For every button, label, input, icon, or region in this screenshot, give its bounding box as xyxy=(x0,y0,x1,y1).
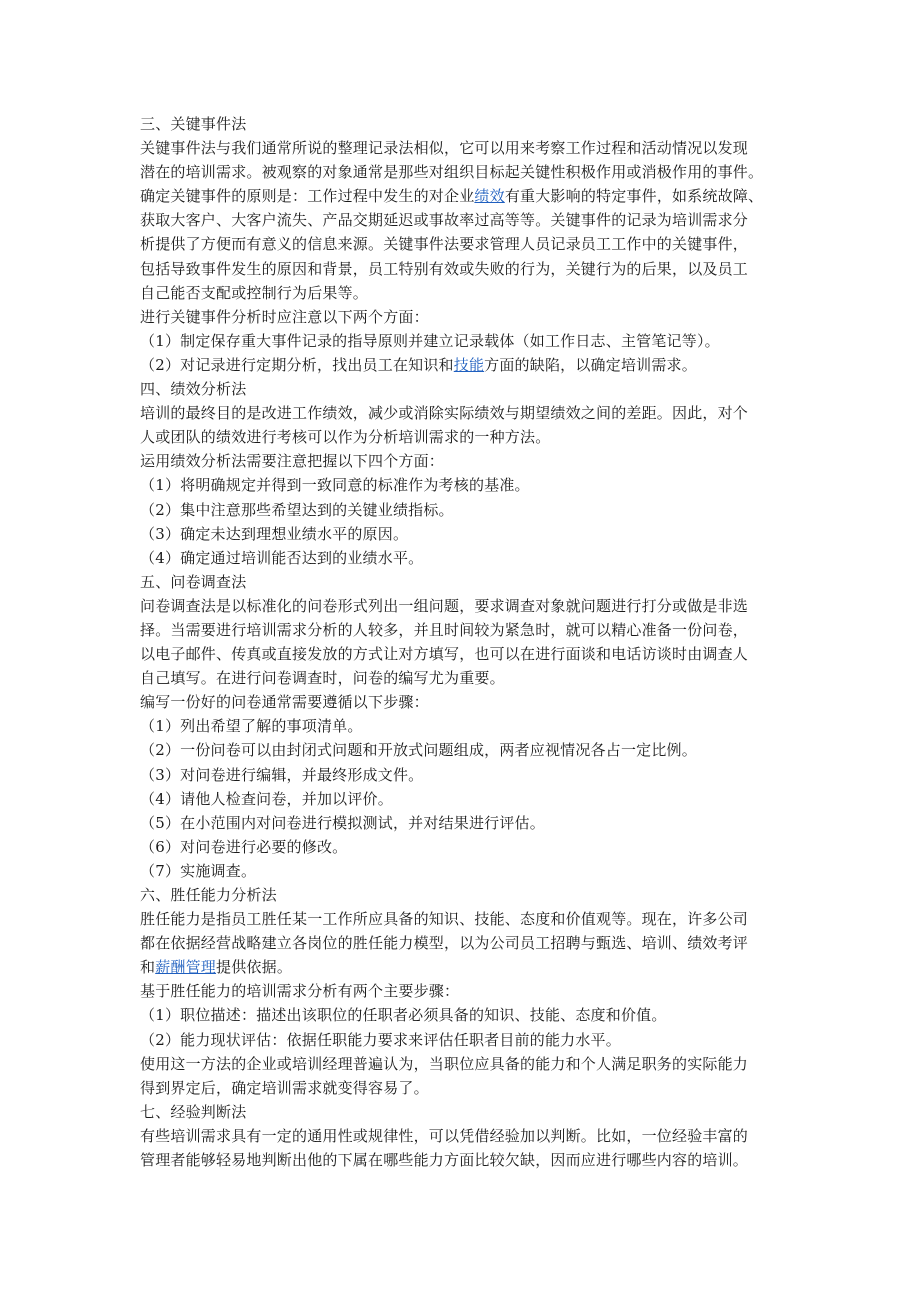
text-segment: 进行关键事件分析时应注意以下两个方面： xyxy=(140,307,429,326)
text-line xyxy=(140,329,790,353)
text-line xyxy=(140,763,790,787)
text-line xyxy=(140,787,790,811)
text-line xyxy=(140,859,790,883)
text-segment: 人或团队的绩效进行考核可以作为分析培训需求的一种方法。 xyxy=(140,428,551,447)
text-line xyxy=(140,1052,790,1076)
text-segment: （4）请他人检查问卷，并加以评价。 xyxy=(140,789,393,808)
text-line xyxy=(140,401,790,425)
text-line xyxy=(140,811,790,835)
text-segment: （5）在小范围内对问卷进行模拟测试，并对结果进行评估。 xyxy=(140,813,545,832)
inline-link[interactable]: 技能 xyxy=(453,355,485,374)
text-line xyxy=(140,449,790,473)
text-line xyxy=(140,618,790,642)
text-segment: （1）制定保存重大事件记录的指导原则并建立记录载体（如工作日志、主管笔记等）。 xyxy=(140,331,720,350)
text-segment: （1）将明确规定并得到一致同意的标准作为考核的基准。 xyxy=(140,476,530,495)
text-segment: 提供依据。 xyxy=(216,958,293,977)
text-line xyxy=(140,1100,790,1124)
text-segment: 编写一份好的问卷通常需要遵循以下步骤： xyxy=(140,693,429,712)
text-segment: 四、绩效分析法 xyxy=(140,380,247,399)
text-segment: 培训的最终目的是改进工作绩效，减少或消除实际绩效与期望绩效之间的差距。因此，对个 xyxy=(140,404,749,423)
text-segment: 和 xyxy=(140,958,156,977)
text-line xyxy=(140,136,790,160)
text-line xyxy=(140,570,790,594)
text-segment: 六、胜任能力分析法 xyxy=(140,886,277,904)
text-line xyxy=(140,522,790,546)
text-line xyxy=(140,546,790,570)
text-segment: 方面的缺陷，以确定培训需求。 xyxy=(484,355,697,374)
text-line xyxy=(140,281,790,305)
text-segment: （2）集中注意那些希望达到的关键业绩指标。 xyxy=(140,500,454,519)
text-segment: 关键事件法与我们通常所说的整理记录法相似，它可以用来考察工作过程和活动情况以发现 xyxy=(140,139,749,158)
text-segment: 择。当需要进行培训需求分析的人较多，并且时间较为紧急时，就可以精心准备一份问卷， xyxy=(140,620,749,639)
text-line xyxy=(140,979,790,1003)
text-segment: 问卷调查法是以标准化的问卷形式列出一组问题，要求调查对象就问题进行打分或做是非选 xyxy=(140,596,749,615)
text-segment: （2）能力现状评估：依据任职能力要求来评估任职者目前的能力水平。 xyxy=(140,1030,621,1049)
text-segment: 管理者能够轻易地判断出他的下属在哪些能力方面比较欠缺，因而应进行哪些内容的培训。 xyxy=(140,1151,749,1170)
text-segment: （1）列出希望了解的事项清单。 xyxy=(140,717,363,736)
text-segment: 七、经验判断法 xyxy=(140,1102,247,1121)
inline-link[interactable]: 薪酬管理 xyxy=(155,958,217,977)
text-line xyxy=(140,425,790,449)
text-segment: （4）确定通过培训能否达到的业绩水平。 xyxy=(140,548,424,567)
text-segment: （2）对记录进行定期分析，找出员工在知识和 xyxy=(140,355,454,374)
text-segment: 基于胜任能力的培训需求分析有两个主要步骤： xyxy=(140,982,460,1001)
text-segment: （2）一份问卷可以由封闭式问题和开放式问题组成，两者应视情况各占一定比例。 xyxy=(140,741,697,760)
inline-link[interactable]: 绩效 xyxy=(474,187,505,206)
text-segment: （1）职位描述：描述出该职位的任职者必须具备的知识、技能、态度和价值。 xyxy=(140,1006,667,1025)
text-segment: 五、问卷调查法 xyxy=(140,572,247,591)
text-line xyxy=(140,690,790,714)
text-segment: 获取大客户、大客户流失、产品交期延迟或事故率过高等等。关键事件的记录为培训需求分 xyxy=(140,211,749,230)
text-line xyxy=(140,377,790,401)
text-line xyxy=(140,257,790,281)
text-segment: 使用这一方法的企业或培训经理普遍认为，当职位应具备的能力和个人满足职务的实际能力 xyxy=(140,1054,749,1073)
text-segment: 得到界定后，确定培训需求就变得容易了。 xyxy=(140,1078,429,1097)
text-segment: （7）实施调查。 xyxy=(140,861,257,880)
text-segment: 包括导致事件发生的原因和背景，员工特别有效或失败的行为，关键行为的后果，以及员工 xyxy=(140,259,749,278)
text-segment: 有些培训需求具有一定的通用性或规律性，可以凭借经验加以判断。比如，一位经验丰富的 xyxy=(140,1126,749,1145)
text-segment: 运用绩效分析法需要注意把握以下四个方面： xyxy=(140,452,445,471)
text-line xyxy=(140,1124,790,1148)
text-line xyxy=(140,112,790,136)
document-body xyxy=(140,112,790,1172)
text-line xyxy=(140,184,790,208)
text-line xyxy=(140,835,790,859)
text-line xyxy=(140,1076,790,1100)
text-line xyxy=(140,714,790,738)
text-segment: （3）确定未达到理想业绩水平的原因。 xyxy=(140,524,409,543)
text-line xyxy=(140,1003,790,1027)
text-segment: 以电子邮件、传真或直接发放的方式让对方填写，也可以在进行面谈和电话访谈时由调查人 xyxy=(140,645,749,664)
text-line xyxy=(140,160,790,184)
text-line xyxy=(140,208,790,232)
text-segment: 有重大影响的特定事件，如系统故障、 xyxy=(504,187,764,206)
text-segment: 都在依据经营战略建立各岗位的胜任能力模型，以为公司员工招聘与甄选、培训、绩效考评 xyxy=(140,934,749,953)
text-segment: 自己能否支配或控制行为后果等。 xyxy=(140,283,369,302)
text-line xyxy=(140,907,790,931)
text-line xyxy=(140,1028,790,1052)
text-segment: （6）对问卷进行必要的修改。 xyxy=(140,837,348,856)
text-segment: 胜任能力是指员工胜任某一工作所应具备的知识、技能、态度和价值观等。现在，许多公司 xyxy=(140,910,749,929)
text-line xyxy=(140,931,790,955)
text-segment: 潜在的培训需求。被观察的对象通常是那些对组织目标起关键性积极作用或消极作用的事件。 xyxy=(140,163,764,182)
text-line xyxy=(140,738,790,762)
text-segment: 析提供了方便而有意义的信息来源。关键事件法要求管理人员记录员工工作中的关键事件， xyxy=(140,235,749,254)
text-line xyxy=(140,594,790,618)
text-line xyxy=(140,642,790,666)
text-line xyxy=(140,666,790,690)
text-line xyxy=(140,1148,790,1172)
text-line xyxy=(140,955,790,979)
text-line xyxy=(140,232,790,256)
text-segment: 确定关键事件的原则是：工作过程中发生的对企业 xyxy=(140,187,475,206)
text-line xyxy=(140,353,790,377)
text-line xyxy=(140,498,790,522)
text-segment: 三、关键事件法 xyxy=(140,115,247,133)
text-segment: 自己填写。在进行问卷调查时，问卷的编写尤为重要。 xyxy=(140,669,505,688)
text-line xyxy=(140,473,790,497)
text-line xyxy=(140,305,790,329)
text-line xyxy=(140,883,790,907)
text-segment: （3）对问卷进行编辑，并最终形成文件。 xyxy=(140,765,424,784)
